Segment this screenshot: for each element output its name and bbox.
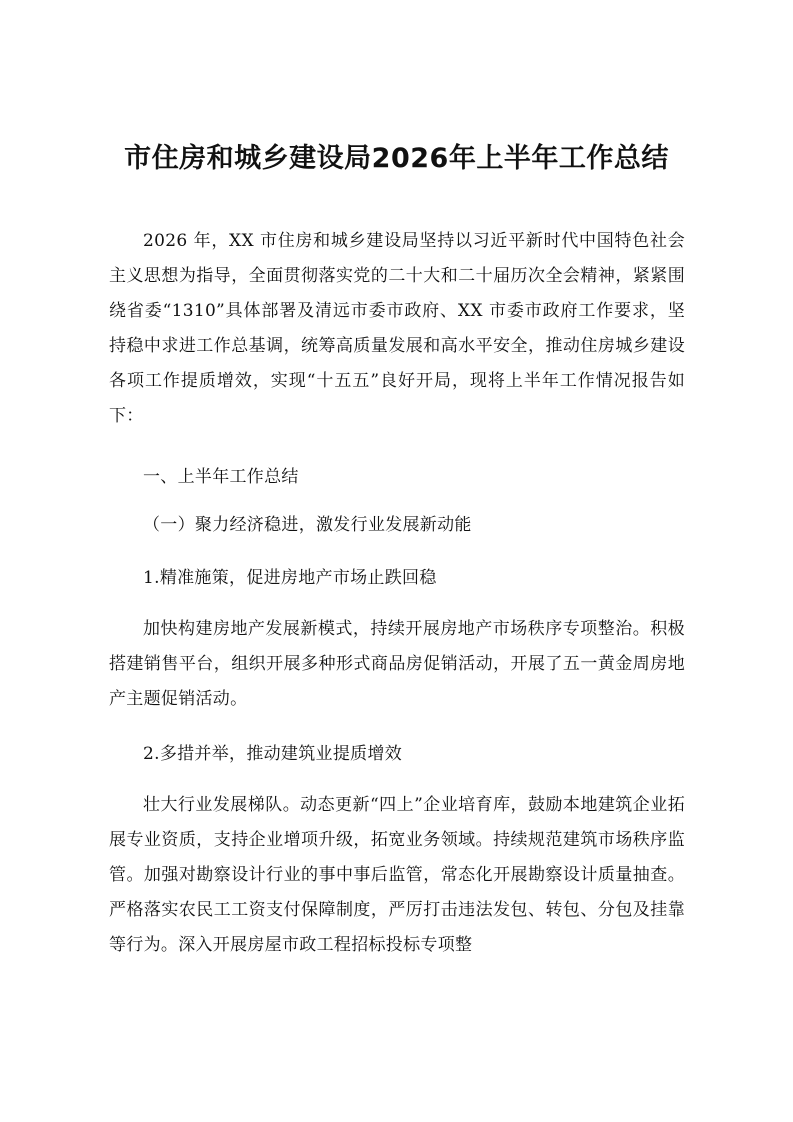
item-heading-2: 2.多措并举，推动建筑业提质增效 <box>143 744 403 764</box>
document-title: 市住房和城乡建设局2026年上半年工作总结 <box>124 143 669 174</box>
intro-paragraph: 2026 年，XX 市住房和城乡建设局坚持以习近平新时代中国特色社会主义思想为指导，全面贯彻落实党的二十大和二十届历次全会精神，紧紧围绕省委“1310”具体部署及清远市委市政府、XX 市委市政府工作要求，坚持稳中求进工作总基调，统筹高质量发展和高水平安全，推动住房城乡建设各项工作提质增效，实现“十五五”良好开局，现将上半年工作情况报告如下： <box>109 231 685 426</box>
section-heading-1: 一、上半年工作总结 <box>143 467 299 487</box>
paragraph-construction: 壮大行业发展梯队。动态更新“四上”企业培育库，鼓励本地建筑企业拓展专业资质，支持企业增项升级，拓宽业务领域。持续规范建筑市场秩序监管。加强对勘察设计行业的事中事后监管，常态化开展勘察设计质量抽查。严格落实农民工工资支付保障制度，严厉打击违法发包、转包、分包及挂靠等行为。深入开展房屋市政工程招标投标专项整 <box>109 795 685 955</box>
subsection-heading-1: （一）聚力经济稳进，激发行业发展新动能 <box>143 515 472 535</box>
paragraph-real-estate: 加快构建房地产发展新模式，持续开展房地产市场秩序专项整治。积极搭建销售平台，组织开展多种形式商品房促销活动，开展了五一黄金周房地产主题促销活动。 <box>109 619 685 709</box>
item-heading-1: 1.精准施策，促进房地产市场止跌回稳 <box>143 568 437 588</box>
